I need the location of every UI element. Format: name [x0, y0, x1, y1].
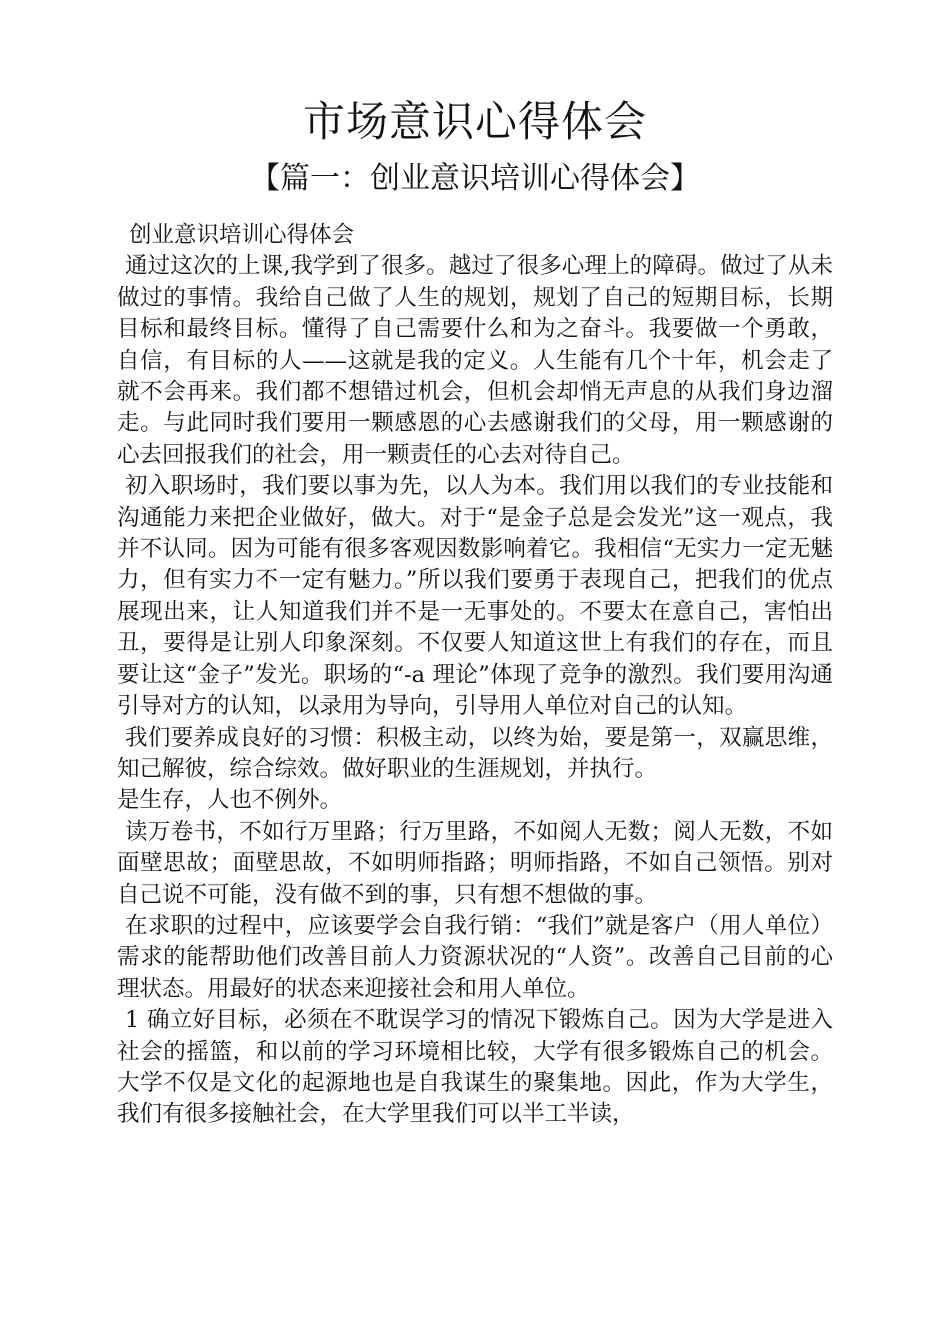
paragraph: 是生存，人也不例外。	[117, 787, 343, 814]
document-title: 市场意识心得体会	[302, 97, 647, 146]
document-body	[117, 220, 833, 1131]
paragraph: 初入职场时，我们要以事为先，以人为本。我们用以我们的专业技能和沟通能力来把企业做好，做大。对于“是金子总是会发光”这一观点，我并不认同。因为可能有很多客观因数影响着它。我相信“无实力一定无魅力，但有实力不一定有魅力。”所以我们要勇于表现自己，把我们的优点展现出来，让人知道我们并不是一无事处的。不要太在意自己，害怕出丑，要得是让别人印象深刻。不仅要人知道这世上有我们的存在，而且要让这“金子”发光。职场的“-a 理论”体现了竞争的激烈。我们要用沟通引导对方的认知，以录用为导向，引导用人单位对自己的认知。	[117, 473, 833, 720]
paragraph: 我们要养成良好的习惯：积极主动，以终为始，要是第一，双赢思维，知己解彼，综合综效。做好职业的生涯规划，并执行。	[117, 724, 833, 782]
section-heading: 创业意识培训心得体会	[129, 222, 355, 248]
paragraph: 在求职的过程中，应该要学会自我行销：“我们”就是客户（用人单位）需求的能帮助他们改善目前人力资源状况的“人资”。改善自己目前的心理状态。用最好的状态来迎接社会和用人单位。	[117, 912, 833, 1002]
document-subtitle: 【篇一：创业意识培训心得体会】	[250, 161, 700, 196]
paragraph: 1 确立好目标，必须在不耽误学习的情况下锻炼自己。因为大学是进入社会的摇篮，和以前的学习环境相比较，大学有很多锻炼自己的机会。大学不仅是文化的起源地也是自我谋生的聚集地。因此，作为大学生，我们有很多接触社会，在大学里我们可以半工半读，	[117, 1007, 833, 1128]
paragraph: 通过这次的上课,我学到了很多。越过了很多心理上的障碍。做过了从未做过的事情。我给自己做了人生的规划，规划了自己的短期目标，长期目标和最终目标。懂得了自己需要什么和为之奋斗。我要做一个勇敢，自信，有目标的人——这就是我的定义。人生能有几个十年，机会走了就不会再来。我们都不想错过机会，但机会却悄无声息的从我们身边溜走。与此同时我们要用一颗感恩的心去感谢我们的父母，用一颗感谢的心去回报我们的社会，用一颗责任的心去对待自己。	[117, 253, 833, 468]
paragraph: 读万卷书，不如行万里路；行万里路，不如阅人无数；阅人无数，不如面壁思故；面壁思故，不如明师指路；明师指路，不如自己领悟。别对自己说不可能，没有做不到的事，只有想不想做的事。	[117, 818, 833, 908]
